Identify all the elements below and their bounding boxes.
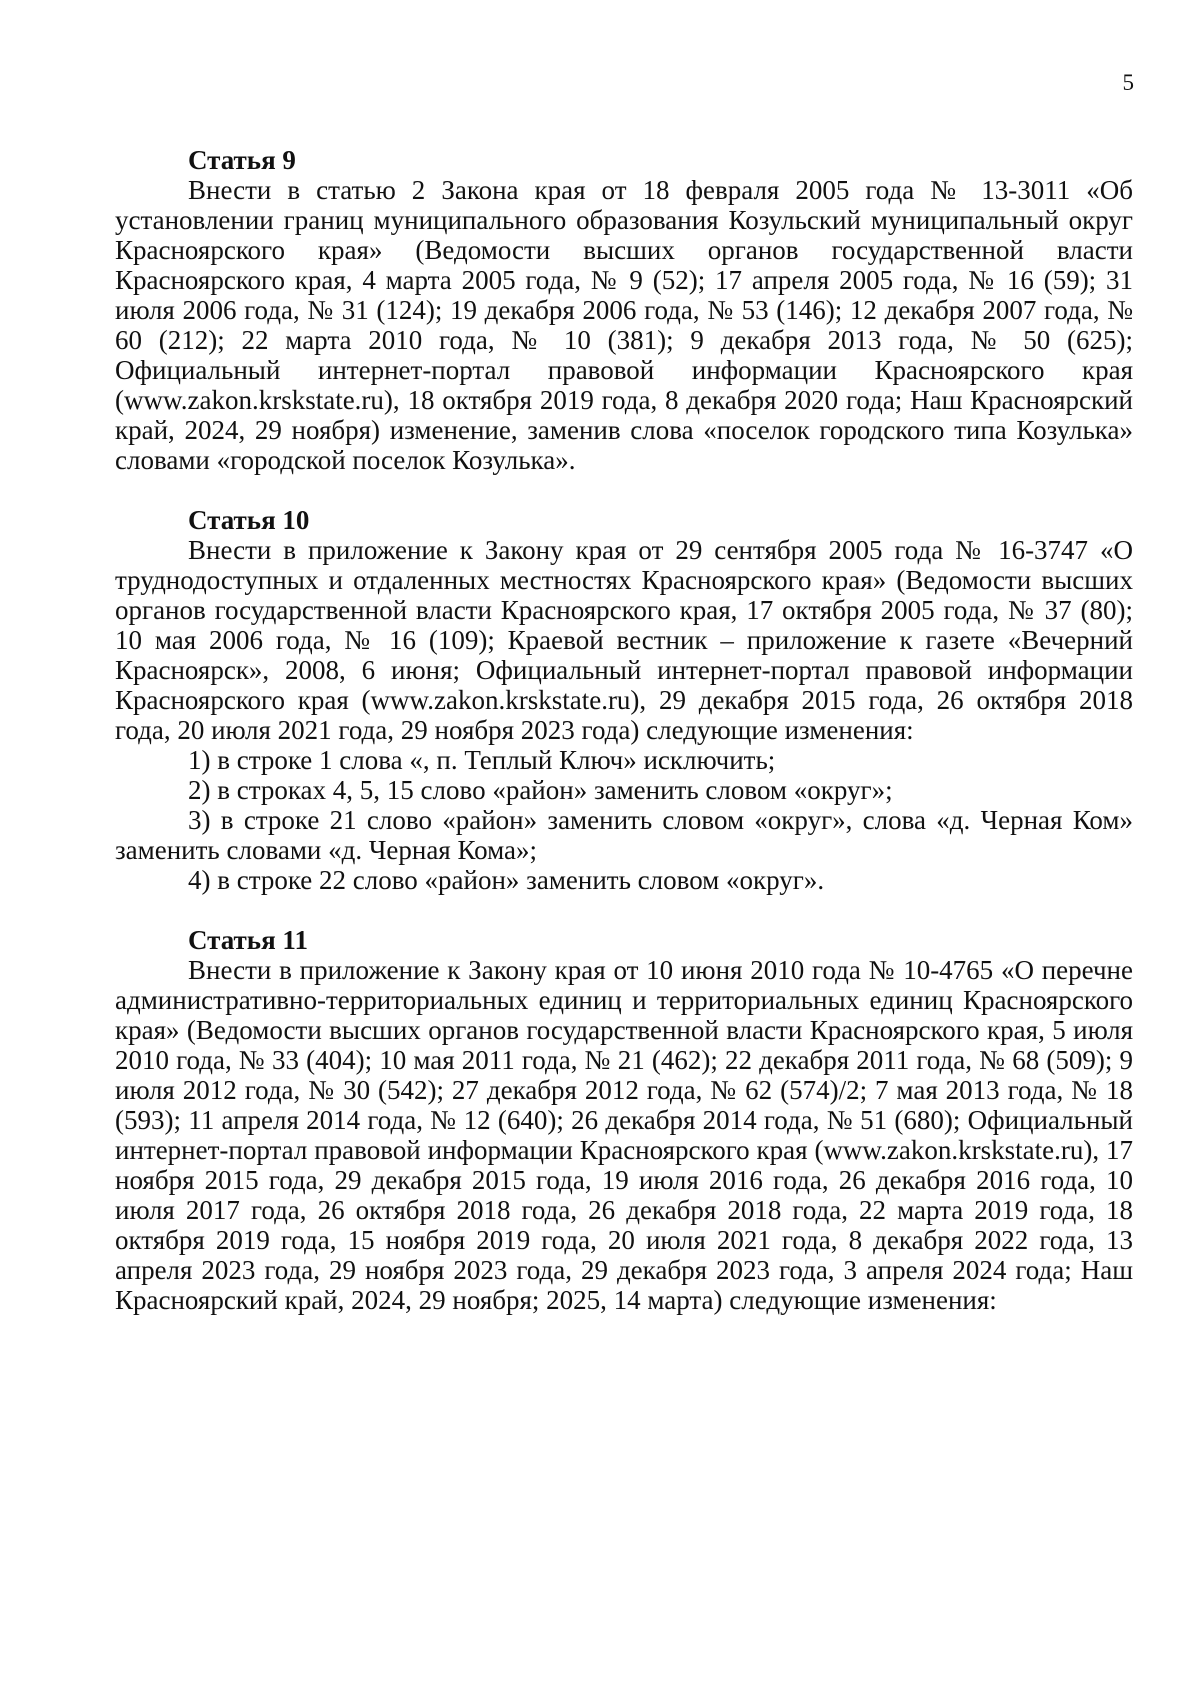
document-body xyxy=(115,145,1133,1315)
article-paragraph: Внести в приложение к Закону края от 29 сентября 2005 года № 16-3747 «О труднодоступных и отдаленных местностях Красноярского края» (Ведомости высших органов государственной власти Красноярского края, 17 октября 2005 года, № 37 (80); 10 мая 2006 года, № 16 (109); Краевой вестник – приложение к газете «Вечерний Красноярск», 2008, 6 июня; Официальный интернет-портал правовой информации Красноярского края (www.zakon.krskstate.ru), 29 декабря 2015 года, 26 октября 2018 года, 20 июля 2021 года, 29 ноября 2023 года) следующие изменения: xyxy=(115,535,1133,745)
article-heading: Статья 9 xyxy=(188,145,296,175)
amendment-item: 4) в строке 22 слово «район» заменить словом «округ». xyxy=(188,865,825,895)
article-paragraph: Внести в приложение к Закону края от 10 июня 2010 года № 10-4765 «О перечне административно-территориальных единиц и территориальных единиц Красноярского края» (Ведомости высших органов государственной власти Красноярского края, 5 июля 2010 года, № 33 (404); 10 мая 2011 года, № 21 (462); 22 декабря 2011 года, № 68 (509); 9 июля 2012 года, № 30 (542); 27 декабря 2012 года, № 62 (574)/2; 7 мая 2013 года, № 18 (593); 11 апреля 2014 года, № 12 (640); 26 декабря 2014 года, № 51 (680); Официальный интернет-портал правовой информации Красноярского края (www.zakon.krskstate.ru), 17 ноября 2015 года, 29 декабря 2015 года, 19 июля 2016 года, 26 декабря 2016 года, 10 июля 2017 года, 26 октября 2018 года, 26 декабря 2018 года, 22 марта 2019 года, 18 октября 2019 года, 15 ноября 2019 года, 20 июля 2021 года, 8 декабря 2022 года, 13 апреля 2023 года, 29 ноября 2023 года, 29 декабря 2023 года, 3 апреля 2024 года; Наш Красноярский край, 2024, 29 ноября; 2025, 14 марта) следующие изменения: xyxy=(115,955,1133,1315)
amendment-item: 2) в строках 4, 5, 15 слово «район» заменить словом «округ»; xyxy=(188,775,893,805)
article-11 xyxy=(115,925,1133,1315)
article-9 xyxy=(115,145,1133,475)
article-paragraph: Внести в статью 2 Закона края от 18 февраля 2005 года № 13-3011 «Об установлении границ муниципального образования Козульский муниципальный округ Красноярского края» (Ведомости высших органов государственной власти Красноярского края, 4 марта 2005 года, № 9 (52); 17 апреля 2005 года, № 16 (59); 31 июля 2006 года, № 31 (124); 19 декабря 2006 года, № 53 (146); 12 декабря 2007 года, № 60 (212); 22 марта 2010 года, № 10 (381); 9 декабря 2013 года, № 50 (625); Официальный интернет-портал правовой информации Красноярского края (www.zakon.krskstate.ru), 18 октября 2019 года, 8 декабря 2020 года; Наш Красноярский край, 2024, 29 ноября) изменение, заменив слова «поселок городского типа Козулька» словами «городской поселок Козулька». xyxy=(115,175,1133,475)
article-heading: Статья 11 xyxy=(188,925,308,955)
amendment-item: 1) в строке 1 слова «, п. Теплый Ключ» исключить; xyxy=(188,745,776,775)
amendment-item: 3) в строке 21 слово «район» заменить словом «округ», слова «д. Черная Ком» заменить словами «д. Черная Кома»; xyxy=(115,805,1133,865)
article-heading: Статья 10 xyxy=(188,505,310,535)
page-number: 5 xyxy=(1122,70,1134,95)
article-10 xyxy=(115,505,1133,895)
